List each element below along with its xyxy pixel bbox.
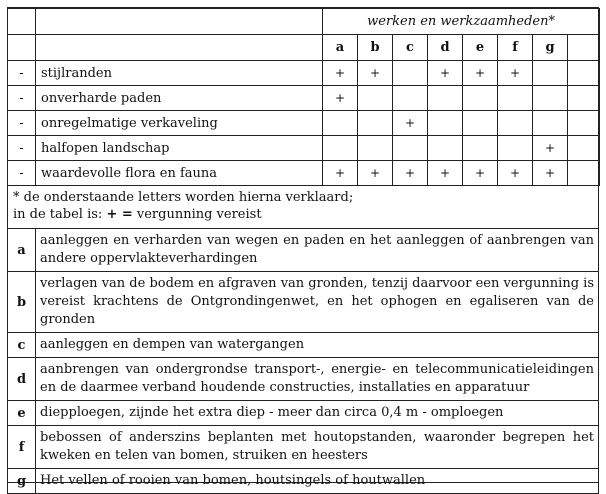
mark-cell-d (428, 136, 463, 161)
mark-cell-e (463, 136, 498, 161)
note-line-2-suffix: vergunning vereist (132, 207, 262, 222)
mark-cell-g: + (533, 161, 568, 186)
legend-description: aanleggen en verharden van wegen en paden en het aanleggen of aanbrengen van andere oppervlakteverhardingen (36, 229, 599, 272)
legend-key: f (8, 426, 36, 469)
mark-cell-b (358, 111, 393, 136)
column-header-g: g (533, 35, 568, 61)
column-header-d: d (428, 35, 463, 61)
legend-description: aanbrengen van ondergrondse transport-, energie- en telecommunicatieleidingen en de daarmee verband houdende constructies, installaties en apparatuur (36, 358, 599, 401)
mark-cell-f: + (498, 161, 533, 186)
mark-cell-b (358, 136, 393, 161)
legend-key: b (8, 272, 36, 333)
mark-cell-g (533, 111, 568, 136)
empty-cell (568, 111, 600, 136)
mark-cell-e: + (463, 161, 498, 186)
legend-row (8, 426, 599, 469)
corner-cell (8, 9, 36, 35)
mark-cell-c (393, 86, 428, 111)
mark-cell-g (533, 61, 568, 86)
legend-description: verlagen van de bodem en afgraven van gronden, tenzij daarvoor een vergunning is vereist krachtens de Ontgrondingenwet, en het ophogen en egaliseren van de gronden (36, 272, 599, 333)
legend-description: Het vellen of rooien van bomen, houtsingels of houtwallen (36, 469, 599, 494)
mark-cell-e (463, 111, 498, 136)
legend-row (8, 401, 599, 426)
legend-description: aanleggen en dempen van watergangen (36, 333, 599, 358)
note-line-2 (13, 206, 353, 223)
legend-key: c (8, 333, 36, 358)
mark-cell-a: + (323, 161, 358, 186)
empty-cell (8, 35, 36, 61)
mark-cell-c (393, 61, 428, 86)
row-label: halfopen landschap (36, 136, 323, 161)
column-header-e: e (463, 35, 498, 61)
empty-cell (568, 136, 600, 161)
table-row (8, 61, 600, 86)
legend-description: bebossen of anderszins beplanten met houtopstanden, waaronder begrepen het kweken en telen van bomen, struiken en heesters (36, 426, 599, 469)
empty-cell (568, 86, 600, 111)
row-dash: - (8, 86, 36, 111)
column-header-c: c (393, 35, 428, 61)
legend-row (8, 358, 599, 401)
table-note (13, 189, 353, 223)
legend-key: e (8, 401, 36, 426)
mark-cell-d (428, 111, 463, 136)
permit-matrix-table (7, 8, 600, 186)
note-line-1: * de onderstaande letters worden hierna verklaard; (13, 190, 354, 205)
mark-cell-e: + (463, 61, 498, 86)
column-header-f: f (498, 35, 533, 61)
mark-cell-b: + (358, 61, 393, 86)
mark-cell-c: + (393, 161, 428, 186)
table-row (8, 86, 600, 111)
legend-row (8, 333, 599, 358)
mark-cell-f (498, 111, 533, 136)
mark-cell-c: + (393, 111, 428, 136)
row-dash: - (8, 136, 36, 161)
mark-cell-f: + (498, 61, 533, 86)
mark-cell-e (463, 86, 498, 111)
legend-table (7, 228, 599, 494)
mark-cell-b: + (358, 161, 393, 186)
mark-cell-a: + (323, 61, 358, 86)
mark-cell-c (393, 136, 428, 161)
mark-cell-d (428, 86, 463, 111)
empty-cell (568, 35, 600, 61)
table-row (8, 136, 600, 161)
legend-row (8, 229, 599, 272)
table-row (8, 111, 600, 136)
mark-cell-f (498, 86, 533, 111)
mark-cell-a (323, 111, 358, 136)
row-dash: - (8, 161, 36, 186)
table-row (8, 161, 600, 186)
mark-cell-g (533, 86, 568, 111)
empty-cell (568, 161, 600, 186)
row-label: waardevolle flora en fauna (36, 161, 323, 186)
row-dash: - (8, 111, 36, 136)
empty-cell (36, 35, 323, 61)
column-header-b: b (358, 35, 393, 61)
mark-cell-f (498, 136, 533, 161)
mark-cell-d: + (428, 161, 463, 186)
legend-row (8, 272, 599, 333)
mark-cell-g: + (533, 136, 568, 161)
row-dash: - (8, 61, 36, 86)
row-label: onverharde paden (36, 86, 323, 111)
mark-cell-a (323, 136, 358, 161)
legend-key: d (8, 358, 36, 401)
legend-description: diepploegen, zijnde het extra diep - meer dan circa 0,4 m - omploegen (36, 401, 599, 426)
mark-cell-b (358, 86, 393, 111)
row-label: onregelmatige verkaveling (36, 111, 323, 136)
note-symbol: + = (106, 207, 133, 222)
column-header-a: a (323, 35, 358, 61)
mark-cell-a: + (323, 86, 358, 111)
row-label: stijlranden (36, 61, 323, 86)
legend-key: a (8, 229, 36, 272)
note-line-2-prefix: in de tabel is: (13, 207, 107, 222)
legend-key: g (8, 469, 36, 494)
corner-cell (36, 9, 323, 35)
mark-cell-d: + (428, 61, 463, 86)
header-title: werken en werkzaamheden* (323, 9, 600, 35)
empty-cell (568, 61, 600, 86)
legend-row (8, 469, 599, 494)
